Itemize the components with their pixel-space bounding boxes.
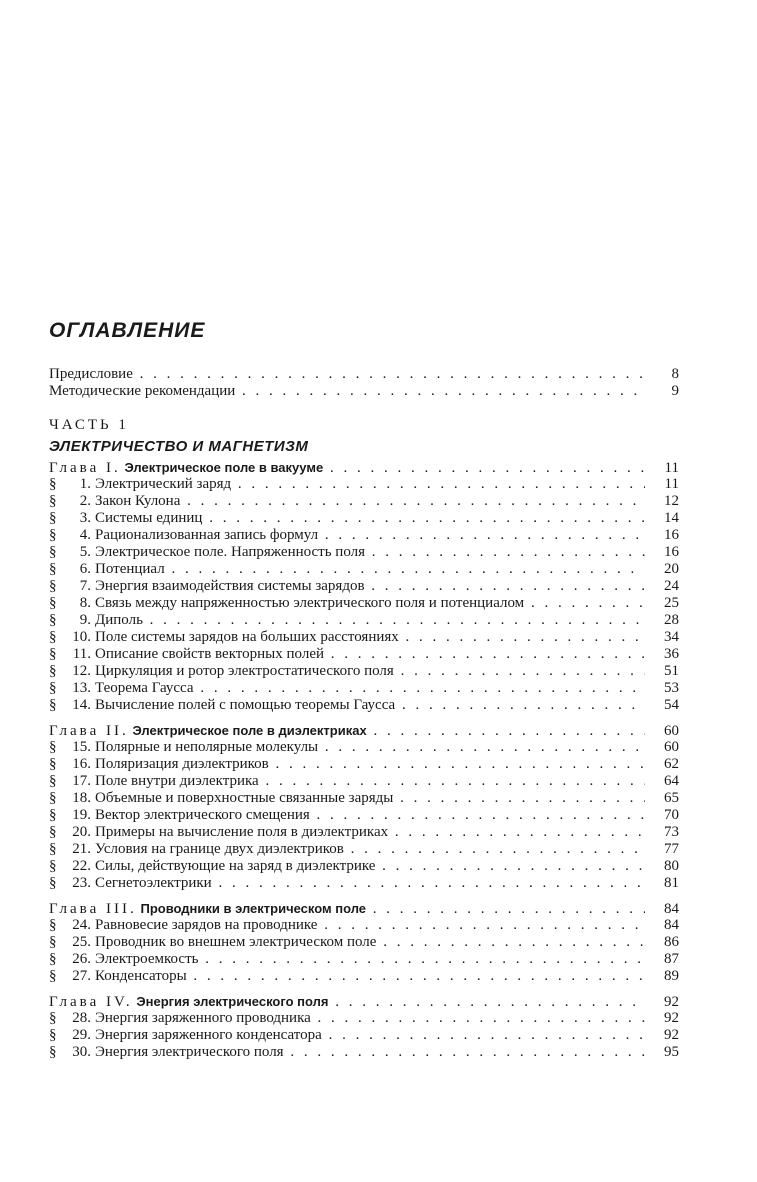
section-entry[interactable] — [49, 612, 679, 629]
page-title: ОГЛАВЛЕНИЕ — [49, 319, 206, 342]
chapter-page: 11 — [664, 460, 679, 476]
chapter-heading[interactable] — [49, 722, 679, 739]
section-title-text: Объемные и поверхностные связанные заряды — [95, 790, 394, 806]
section-title-text: Поле внутри диэлектрика — [95, 773, 259, 789]
section-page: 92 — [664, 1010, 679, 1026]
section-entry[interactable] — [49, 493, 679, 510]
chapter-title-text: Электрическое поле в вакууме — [124, 460, 324, 475]
section-page: 92 — [664, 1027, 679, 1043]
section-title-text: Закон Кулона — [95, 493, 181, 509]
section-entry[interactable] — [49, 1044, 679, 1061]
section-number — [49, 1010, 95, 1027]
section-title — [95, 1027, 645, 1044]
section-sign: § — [49, 476, 57, 492]
chapter-heading[interactable] — [49, 993, 679, 1010]
section-title-text: Условия на границе двух диэлектриков — [95, 841, 344, 857]
section-entry[interactable] — [49, 646, 679, 663]
section-number — [49, 917, 95, 934]
section-num: 12. — [72, 663, 91, 679]
section-title-text: Поле системы зарядов на больших расстояниях — [95, 629, 399, 645]
section-title-text: Электрический заряд — [95, 476, 232, 492]
chapter-label: Глава I. — [49, 460, 121, 476]
section-page: 14 — [664, 510, 679, 526]
section-entry[interactable] — [49, 790, 679, 807]
section-entry[interactable] — [49, 934, 679, 951]
section-number — [49, 527, 95, 544]
section-sign: § — [49, 739, 57, 755]
section-number — [49, 680, 95, 697]
section-title — [95, 561, 645, 578]
section-sign: § — [49, 1027, 57, 1043]
section-number — [49, 951, 95, 968]
entry-title-text: Методические рекомендации — [49, 383, 236, 399]
part-label: ЧАСТЬ 1 — [49, 417, 129, 433]
chapter-heading[interactable] — [49, 459, 679, 476]
section-title — [95, 493, 645, 510]
section-title — [95, 663, 645, 680]
section-title-text: Вектор электрического смещения — [95, 807, 310, 823]
chapter-label: Глава III. — [49, 901, 137, 917]
section-num: 17. — [72, 773, 91, 789]
entry-title — [49, 383, 645, 400]
section-sign: § — [49, 917, 57, 933]
section-num: 16. — [72, 756, 91, 772]
section-sign: § — [49, 951, 57, 967]
section-sign: § — [49, 527, 57, 543]
section-number — [49, 493, 95, 510]
section-title-text: Потенциал — [95, 561, 165, 577]
section-entry[interactable] — [49, 663, 679, 680]
section-sign: § — [49, 1044, 57, 1060]
section-title — [95, 578, 645, 595]
section-title-text: Конденсаторы — [95, 968, 187, 984]
chapter-title — [49, 900, 645, 918]
section-num: 25. — [72, 934, 91, 950]
section-page: 11 — [664, 476, 679, 492]
section-num: 7. — [79, 578, 91, 594]
entry-page: 8 — [671, 366, 679, 382]
section-page: 86 — [664, 934, 679, 950]
section-number — [49, 612, 95, 629]
section-page: 89 — [664, 968, 679, 984]
section-number — [49, 476, 95, 493]
section-number — [49, 510, 95, 527]
section-page: 16 — [664, 544, 679, 560]
chapter-title-text: Энергия электрического поля — [136, 994, 329, 1009]
section-num: 10. — [72, 629, 91, 645]
section-page: 87 — [664, 951, 679, 967]
section-sign: § — [49, 807, 57, 823]
chapter-heading[interactable] — [49, 900, 679, 917]
section-title — [95, 697, 645, 714]
section-entry[interactable] — [49, 544, 679, 561]
section-num: 28. — [72, 1010, 91, 1026]
section-title-text: Силы, действующие на заряд в диэлектрике — [95, 858, 376, 874]
section-title-text: Системы единиц — [95, 510, 203, 526]
section-page: 77 — [664, 841, 679, 857]
section-num: 24. — [72, 917, 91, 933]
toc-entry-front[interactable] — [49, 383, 679, 400]
section-sign: § — [49, 773, 57, 789]
section-num: 23. — [72, 875, 91, 891]
section-title — [95, 595, 645, 612]
section-num: 4. — [79, 527, 91, 543]
section-title — [95, 824, 645, 841]
section-page: 64 — [664, 773, 679, 789]
section-number — [49, 934, 95, 951]
section-page: 95 — [664, 1044, 679, 1060]
section-page: 36 — [664, 646, 679, 662]
section-page: 54 — [664, 697, 679, 713]
section-num: 14. — [72, 697, 91, 713]
section-title-text: Сегнетоэлектрики — [95, 875, 212, 891]
section-page: 62 — [664, 756, 679, 772]
section-entry[interactable] — [49, 629, 679, 646]
section-number — [49, 807, 95, 824]
section-sign: § — [49, 875, 57, 891]
section-num: 11. — [72, 646, 91, 662]
chapter-page: 84 — [664, 901, 679, 917]
section-sign: § — [49, 841, 57, 857]
section-entry[interactable] — [49, 875, 679, 892]
section-entry[interactable] — [49, 917, 679, 934]
section-page: 53 — [664, 680, 679, 696]
section-title — [95, 646, 645, 663]
section-sign: § — [49, 697, 57, 713]
section-page: 20 — [664, 561, 679, 577]
section-sign: § — [49, 493, 57, 509]
section-num: 27. — [72, 968, 91, 984]
section-title-text: Поляризация диэлектриков — [95, 756, 269, 772]
section-page: 51 — [664, 663, 679, 679]
section-sign: § — [49, 510, 57, 526]
section-entry[interactable] — [49, 476, 679, 493]
section-title-text: Электроемкость — [95, 951, 199, 967]
section-number — [49, 595, 95, 612]
section-sign: § — [49, 578, 57, 594]
entry-title-text: Предисловие — [49, 366, 133, 382]
section-entry[interactable] — [49, 527, 679, 544]
section-title — [95, 1010, 645, 1027]
section-title — [95, 680, 645, 697]
section-title — [95, 917, 645, 934]
section-num: 29. — [72, 1027, 91, 1043]
section-entry[interactable] — [49, 951, 679, 968]
section-entry[interactable] — [49, 561, 679, 578]
section-num: 3. — [79, 510, 91, 526]
section-title — [95, 756, 645, 773]
section-title-text: Полярные и неполярные молекулы — [95, 739, 319, 755]
section-num: 6. — [79, 561, 91, 577]
section-page: 25 — [664, 595, 679, 611]
table-of-contents — [49, 366, 679, 1061]
section-title-text: Энергия заряженного конденсатора — [95, 1027, 322, 1043]
section-number — [49, 663, 95, 680]
section-sign: § — [49, 1010, 57, 1026]
section-number — [49, 773, 95, 790]
section-num: 8. — [79, 595, 91, 611]
section-page: 73 — [664, 824, 679, 840]
section-sign: § — [49, 968, 57, 984]
section-title-text: Теорема Гаусса — [95, 680, 194, 696]
section-page: 24 — [664, 578, 679, 594]
section-title — [95, 527, 645, 544]
part-title: ЭЛЕКТРИЧЕСТВО И МАГНЕТИЗМ — [49, 438, 309, 455]
chapter-label: Глава II. — [49, 723, 129, 739]
section-sign: § — [49, 595, 57, 611]
section-num: 20. — [72, 824, 91, 840]
toc-entry-front[interactable] — [49, 366, 679, 383]
section-title — [95, 858, 645, 875]
section-sign: § — [49, 680, 57, 696]
section-title — [95, 934, 645, 951]
chapters-list — [49, 459, 679, 1061]
chapter-title — [49, 459, 645, 477]
section-entry[interactable] — [49, 510, 679, 527]
section-entry[interactable] — [49, 578, 679, 595]
section-page: 34 — [664, 629, 679, 645]
section-page: 81 — [664, 875, 679, 891]
section-title — [95, 739, 645, 756]
section-entry[interactable] — [49, 807, 679, 824]
section-page: 28 — [664, 612, 679, 628]
section-num: 18. — [72, 790, 91, 806]
section-sign: § — [49, 544, 57, 560]
section-title-text: Энергия электрического поля — [95, 1044, 284, 1060]
chapter-label: Глава IV. — [49, 994, 133, 1010]
section-page: 60 — [664, 739, 679, 755]
section-num: 22. — [72, 858, 91, 874]
section-entry[interactable] — [49, 595, 679, 612]
section-title — [95, 476, 645, 493]
section-entry[interactable] — [49, 858, 679, 875]
section-number — [49, 629, 95, 646]
section-number — [49, 646, 95, 663]
section-entry[interactable] — [49, 756, 679, 773]
section-number — [49, 1027, 95, 1044]
section-title-text: Энергия заряженного проводника — [95, 1010, 311, 1026]
section-entry[interactable] — [49, 739, 679, 756]
section-entry[interactable] — [49, 824, 679, 841]
section-title-text: Диполь — [95, 612, 143, 628]
section-sign: § — [49, 663, 57, 679]
section-title — [95, 544, 645, 561]
chapter-title — [49, 722, 645, 740]
section-title — [95, 968, 645, 985]
section-title-text: Связь между напряженностью электрического поля и потенциалом — [95, 595, 525, 611]
section-page: 70 — [664, 807, 679, 823]
section-entry[interactable] — [49, 773, 679, 790]
entry-page: 9 — [671, 383, 679, 399]
section-entry[interactable] — [49, 841, 679, 858]
section-number — [49, 1044, 95, 1061]
section-number — [49, 739, 95, 756]
section-number — [49, 968, 95, 985]
section-entry[interactable] — [49, 680, 679, 697]
section-title-text: Рационализованная запись формул — [95, 527, 319, 543]
section-sign: § — [49, 824, 57, 840]
section-title-text: Проводник во внешнем электрическом поле — [95, 934, 377, 950]
section-number — [49, 544, 95, 561]
section-title-text: Вычисление полей с помощью теоремы Гаусса — [95, 697, 396, 713]
front-matter-list — [49, 366, 679, 400]
section-page: 12 — [664, 493, 679, 509]
section-num: 9. — [79, 612, 91, 628]
section-title — [95, 807, 645, 824]
section-sign: § — [49, 790, 57, 806]
section-num: 1. — [79, 476, 91, 492]
section-title — [95, 875, 645, 892]
section-title — [95, 629, 645, 646]
section-num: 2. — [79, 493, 91, 509]
entry-title — [49, 366, 645, 383]
section-page: 16 — [664, 527, 679, 543]
section-title-text: Циркуляция и ротор электростатического поля — [95, 663, 394, 679]
section-title-text: Описание свойств векторных полей — [95, 646, 325, 662]
section-sign: § — [49, 934, 57, 950]
section-number — [49, 841, 95, 858]
chapter-page: 92 — [664, 994, 679, 1010]
section-page: 65 — [664, 790, 679, 806]
section-title-text: Электрическое поле. Напряженность поля — [95, 544, 366, 560]
section-num: 30. — [72, 1044, 91, 1060]
section-title — [95, 951, 645, 968]
section-number — [49, 790, 95, 807]
section-sign: § — [49, 612, 57, 628]
section-sign: § — [49, 756, 57, 772]
section-num: 19. — [72, 807, 91, 823]
section-title — [95, 841, 645, 858]
section-title — [95, 773, 645, 790]
section-num: 26. — [72, 951, 91, 967]
section-number — [49, 756, 95, 773]
section-title — [95, 1044, 645, 1061]
section-title — [95, 790, 645, 807]
section-sign: § — [49, 858, 57, 874]
section-title-text: Примеры на вычисление поля в диэлектриках — [95, 824, 389, 840]
chapter-title-text: Электрическое поле в диэлектриках — [132, 723, 367, 738]
section-number — [49, 561, 95, 578]
section-title-text: Энергия взаимодействия системы зарядов — [95, 578, 365, 594]
section-num: 15. — [72, 739, 91, 755]
section-number — [49, 858, 95, 875]
section-sign: § — [49, 646, 57, 662]
section-number — [49, 578, 95, 595]
section-entry[interactable] — [49, 1010, 679, 1027]
section-page: 80 — [664, 858, 679, 874]
section-title-text: Равновесие зарядов на проводнике — [95, 917, 318, 933]
section-title — [95, 612, 645, 629]
section-sign: § — [49, 629, 57, 645]
section-sign: § — [49, 561, 57, 577]
chapter-title-text: Проводники в электрическом поле — [140, 901, 367, 916]
section-entry[interactable] — [49, 1027, 679, 1044]
chapter-page: 60 — [664, 723, 679, 739]
section-num: 5. — [79, 544, 91, 560]
section-title — [95, 510, 645, 527]
section-num: 13. — [72, 680, 91, 696]
section-entry[interactable] — [49, 697, 679, 714]
section-number — [49, 824, 95, 841]
chapter-title — [49, 993, 645, 1011]
section-num: 21. — [72, 841, 91, 857]
section-entry[interactable] — [49, 968, 679, 985]
section-number — [49, 697, 95, 714]
section-page: 84 — [664, 917, 679, 933]
section-number — [49, 875, 95, 892]
